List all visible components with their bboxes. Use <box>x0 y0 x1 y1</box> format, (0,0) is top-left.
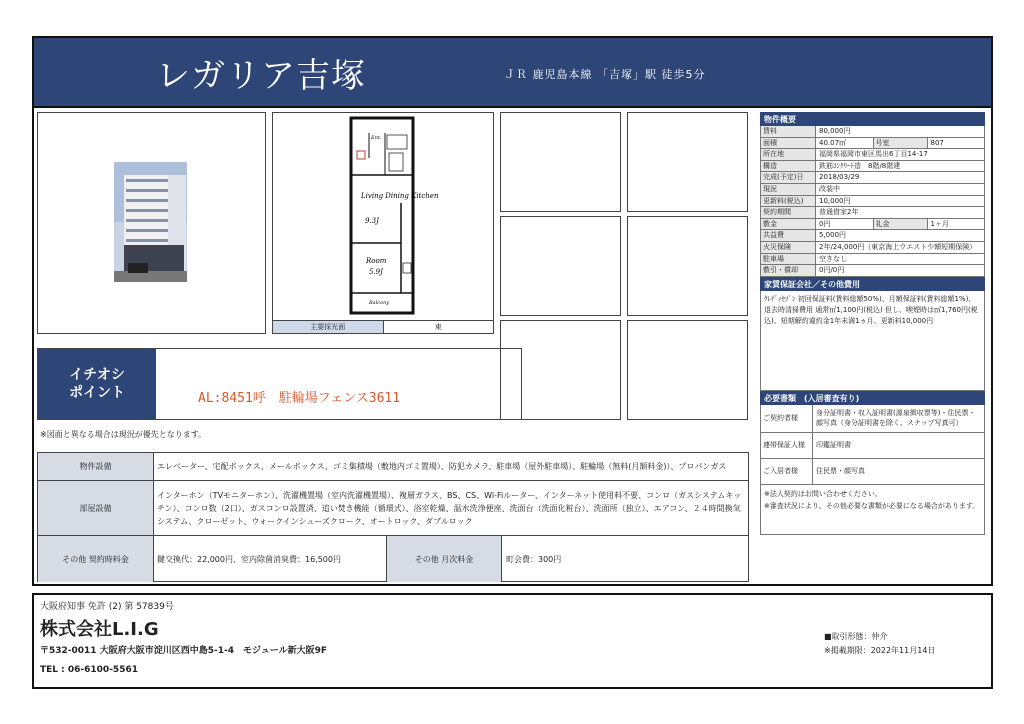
orientation-label: 主要採光面 <box>273 321 384 333</box>
contract-fee-value: 鍵交換代：22,000円、室内除菌消臭費：16,500円 <box>157 554 341 564</box>
spec-key: 構造 <box>761 161 816 172</box>
recommend-label-line2: ポイント <box>69 385 125 401</box>
spec-row-deposit <box>760 219 985 231</box>
spec-row-address <box>760 149 985 161</box>
required-docs <box>760 391 985 535</box>
ldk-size: 9.3J <box>365 217 379 225</box>
floor-plan-box <box>272 112 494 321</box>
docs-note-corporate: ※法人契約はお問い合わせください。 <box>764 489 882 498</box>
floor-plan-drawing <box>273 113 495 322</box>
room-label: Room <box>366 257 387 265</box>
spec-row-rent <box>760 126 985 138</box>
recommend-point-text: AL:8451呼 駐輪場フェンス3611 <box>198 391 401 406</box>
equipment-table <box>37 452 749 582</box>
spec-value: 普通借家2年 <box>819 208 859 217</box>
docs-value: 印鑑証明書 <box>816 441 851 450</box>
station-access: ＪＲ 鹿児島本線 「吉塚」駅 徒歩5分 <box>504 68 706 81</box>
spec-row-deduct <box>760 265 985 277</box>
docs-value: 住民票・顔写真 <box>816 467 865 476</box>
spec-row-renewal <box>760 196 985 208</box>
docs-key: ご入居者様 <box>761 459 813 484</box>
spec-value: 0円/0円 <box>819 266 845 275</box>
ldk-label: Living Dining Kitchen <box>361 192 439 200</box>
spec-value: 80,000円 <box>819 127 851 135</box>
thumbnail-3 <box>500 216 621 316</box>
spec-key: 敷引・償却 <box>761 265 816 276</box>
spec-value: 10,000円 <box>819 196 851 205</box>
thumbnail-1 <box>500 112 621 212</box>
monthly-fee-label: その他 月次料金 <box>386 536 502 582</box>
guarantee-text: ｸﾚﾃﾞｨｾｿﾞﾝ 初回保証料(賃料総額50%)、月額保証料(賃料総額1%)、退去時清掃費用 通常㎡1,100円(税込) 但し、喫煙時は㎡1,760円(税込)、短期解約違約金1年未満1ヵ月、更新料10,000円 <box>760 291 985 391</box>
spec-row-parking <box>760 254 985 266</box>
lighting-orientation <box>272 320 494 334</box>
monthly-fee-value: 町会費：300円 <box>506 554 562 564</box>
spec-value: 空きなし <box>819 254 847 263</box>
spec-value: 1ヶ月 <box>930 219 949 228</box>
building-photo-box <box>37 112 266 334</box>
fees-row <box>38 536 748 582</box>
spec-value: 40.07㎡ <box>819 138 847 147</box>
company-address: 〒532-0011 大阪府大阪市淀川区西中島5-1-4 モジュール新大阪9F <box>40 646 328 656</box>
spec-key: 火災保険 <box>761 242 816 253</box>
room-equipment-label: 部屋設備 <box>38 481 154 535</box>
spec-row-common <box>760 230 985 242</box>
spec-row-insurance <box>760 242 985 254</box>
spec-key: 共益費 <box>761 230 816 241</box>
spec-row-status <box>760 184 985 196</box>
property-title: レガリア吉塚 <box>156 56 366 96</box>
spec-value: 5,000円 <box>819 231 847 240</box>
docs-value: 身分証明書・収入証明書(源泉徴収票等)・住民票・顔写真（身分証明書を除く、スナップ写真可） <box>816 409 976 428</box>
entrance-label: Ent. <box>371 135 382 141</box>
building-equipment-row <box>38 453 748 481</box>
spec-key: 敷金 <box>761 219 816 230</box>
building-photo <box>38 113 267 335</box>
contract-fee-label: その他 契約時料金 <box>38 536 154 582</box>
recommend-point-label <box>38 349 156 419</box>
thumbnail-6 <box>627 320 748 420</box>
spec-row-structure <box>760 161 985 173</box>
docs-notes <box>760 485 985 535</box>
company-tel: TEL : 06-6100-5561 <box>40 665 138 675</box>
docs-row-resident <box>760 459 985 485</box>
license-number: 大阪府知事 免許 (2) 第 57839号 <box>40 602 174 612</box>
spec-key: 完成(予定)日 <box>761 172 816 183</box>
spec-row-area <box>760 138 985 150</box>
agency-footer <box>32 593 993 689</box>
recommend-point <box>37 348 522 420</box>
spec-value: 807 <box>930 138 944 147</box>
property-summary <box>760 112 985 535</box>
room-size: 5.9J <box>369 268 383 276</box>
docs-heading: 必要書類 (入居審査有り) <box>760 391 985 405</box>
plan-note: ※図面と異なる場合は現況が優先となります。 <box>40 430 207 439</box>
spec-value: 福岡県福岡市東区馬出6丁目14-17 <box>819 150 928 159</box>
orientation-value: 東 <box>434 323 442 331</box>
summary-heading: 物件概要 <box>760 112 985 126</box>
docs-note-additional: ※審査状況により、その他必要な書類が必要になる場合があります。 <box>764 501 980 510</box>
company-name: 株式会社L.I.G <box>40 619 159 640</box>
docs-key: 連帯保証人様 <box>761 433 813 458</box>
spec-value: 鉄筋ｺﾝｸﾘｰﾄ造 8階/8階建 <box>819 161 901 170</box>
docs-row-guarantor <box>760 433 985 459</box>
building-equipment-value: エレベーター、宅配ボックス、メールボックス、ゴミ集積場（敷地内ゴミ置場）、防犯カメラ、駐車場（屋外駐車場）、駐輪場（無料(月額料金)）、プロパンガス <box>157 462 727 471</box>
room-equipment-row <box>38 481 748 536</box>
spec-key: 現況 <box>761 184 816 195</box>
spec-key: 契約期間 <box>761 207 816 218</box>
balcony-label: Balcony <box>369 300 390 306</box>
guarantee-heading: 家賃保証会社／その他費用 <box>760 277 985 291</box>
thumbnail-4 <box>627 216 748 316</box>
docs-row-contractor <box>760 405 985 433</box>
spec-key: 駐車場 <box>761 254 816 265</box>
spec-row-term <box>760 207 985 219</box>
spec-row-built <box>760 172 985 184</box>
thumbnail-2 <box>627 112 748 212</box>
spec-key: 礼金 <box>873 219 928 230</box>
spec-value: 2018/03/29 <box>819 173 860 182</box>
building-equipment-label: 物件設備 <box>38 453 154 480</box>
header-banner <box>34 38 991 108</box>
spec-value: 0円 <box>819 219 831 228</box>
spec-key: 面積 <box>761 138 816 149</box>
deal-type: ■取引形態：仲介 <box>824 632 888 641</box>
spec-value: 2年/24,000円（東京海上ウエスト少額短期保険） <box>819 242 977 251</box>
room-equipment-value: インターホン（TVモニターホン）、洗濯機置場（室内洗濯機置場）、複層ガラス、BS、CS、Wi-Fiルーター、インターネット使用料不要、コンロ（ガスシステムキッチン）、コンロ数（2口）、ガスコンロ設置済、追い焚き機能（循環式）、浴室乾燥、温水洗浄便座、洗面台（洗面化粧台）、洗面所（独立）、エアコン、２４時間換気システム、クローゼット、ウォークインシューズクローク、オートロック、ダブルロック <box>157 490 742 526</box>
spec-key: 賃料 <box>761 126 816 137</box>
spec-key: 所在地 <box>761 149 816 160</box>
spec-key: 号室 <box>873 138 928 149</box>
spec-value: 改装中 <box>819 184 840 193</box>
posting-deadline: ※掲載期限：2022年11月14日 <box>824 646 936 655</box>
spec-key: 更新料(税込) <box>761 196 816 207</box>
recommend-label-line1: イチオシ <box>69 367 125 383</box>
docs-key: ご契約者様 <box>761 405 813 432</box>
